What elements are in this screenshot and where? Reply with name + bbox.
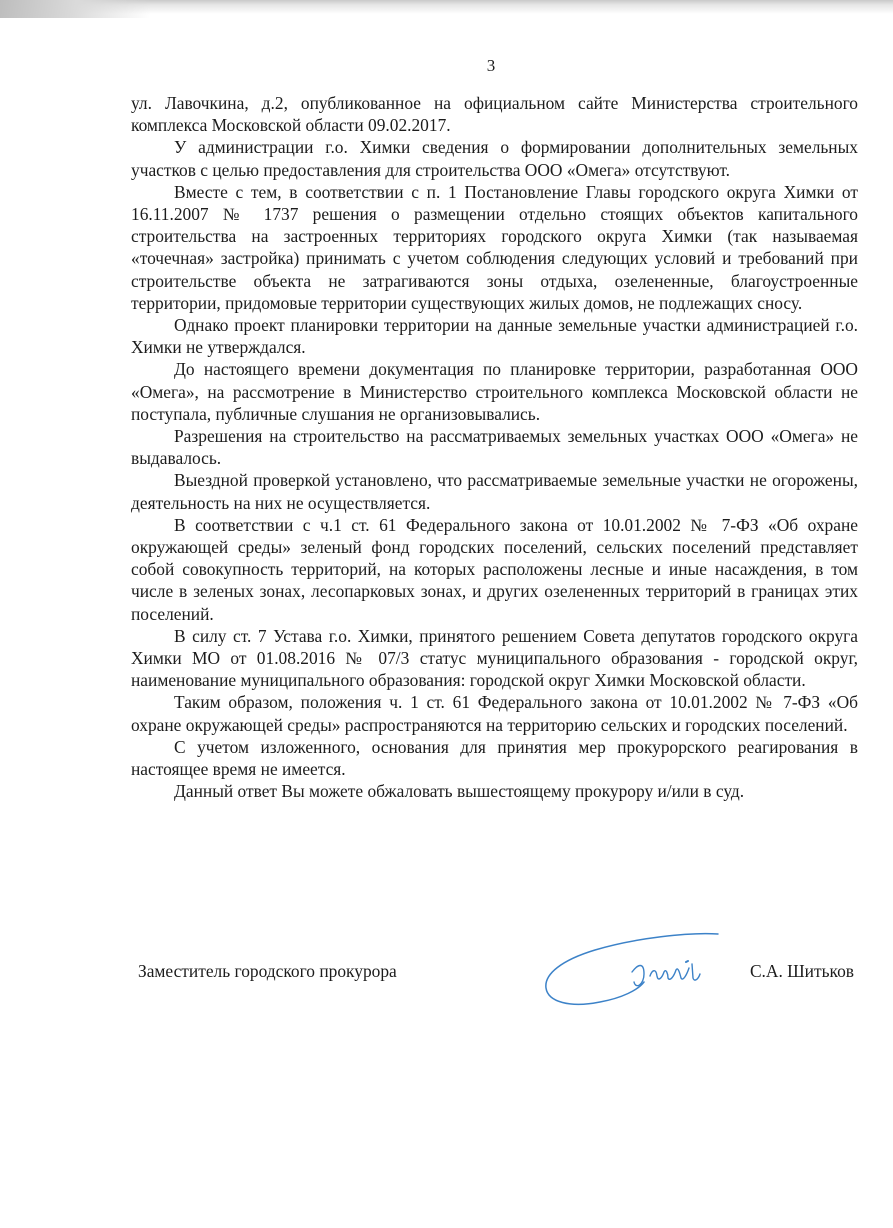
paragraph-site-inspection: Выездной проверкой установлено, что рассматриваемые земельные участки не огорожены, деятельность на них не осуществляется. (131, 470, 858, 513)
paragraph-khimki-charter: В силу ст. 7 Устава г.о. Химки, принятого решением Совета депутатов городского округа Химки МО от 01.08.2016 № 07/3 статус муниципального образования - городской округ, наименование муниципального образования: городской округ Химки Московской области. (131, 625, 858, 691)
paragraph-appeal-rights: Данный ответ Вы можете обжаловать вышестоящему прокурору и/или в суд. (174, 781, 745, 802)
paragraph-no-building-permits: Разрешения на строительство на рассматриваемых земельных участках ООО «Омега» не выдавалось. (131, 426, 858, 469)
paragraph-conclusion-law-applies: Таким образом, положения ч. 1 ст. 61 Федерального закона от 10.01.2002 № 7-ФЗ «Об охране окружающей среды» распространяются на территорию сельских и городских поселений. (131, 692, 858, 735)
paragraph-planning-not-approved: Однако проект планировки территории на данные земельные участки администрацией г.о. Химки не утверждался. (131, 315, 858, 358)
page-number: 3 (486, 56, 496, 75)
letter-body (131, 92, 858, 803)
paragraph-no-land-formation: У администрации г.о. Химки сведения о формировании дополнительных земельных участков с целью предоставления для строительства ООО «Омега» отсутствуют. (131, 137, 858, 180)
paragraph-no-grounds: С учетом изложенного, основания для принятия мер прокурорского реагирования в настоящее время не имеется. (131, 736, 858, 780)
signatory-name: С.А. Шитьков (749, 961, 854, 981)
paragraph-documentation-not-submitted: До настоящего времени документация по планировке территории, разработанная ООО «Омега», на рассмотрение в Министерство строительного комплекса Московской области не поступала, публичные слушания не организовывались. (131, 359, 858, 424)
scan-shadow-corner (0, 0, 150, 18)
paragraph-resolution-1737: Вместе с тем, в соответствии с п. 1 Постановление Главы городского округа Химки от 16.11.2007 № 1737 решения о размещении отдельно стоящих объектов капитального строительства на застроенных территориях городского округа Химки (так называемая «точечная» застройка) принимать с учетом соблюдения следующих условий и требований при строительстве объекта не затрагиваются зоны отдыха, озелененные, благоустроенные территории, придомовые территории существующих жилых домов, не подлежащих сносу. (131, 181, 858, 313)
paragraph-federal-law-article-61: В соответствии с ч.1 ст. 61 Федерального закона от 10.01.2002 № 7-ФЗ «Об охране окружающей среды» зеленый фонд городских поселений, сельских поселений представляет собой совокупность территорий, на которых расположены лесные и иные насаждения, в том числе в зеленых зонах, лесопарковых зонах, и других озелененных территорий в границах этих поселений. (131, 514, 858, 624)
paragraph-address-continuation: ул. Лавочкина, д.2, опубликованное на официальном сайте Министерства строительного комплекса Московской области 09.02.2017. (131, 93, 858, 136)
signatory-title: Заместитель городского прокурора (138, 961, 397, 981)
signature-block (138, 961, 854, 987)
